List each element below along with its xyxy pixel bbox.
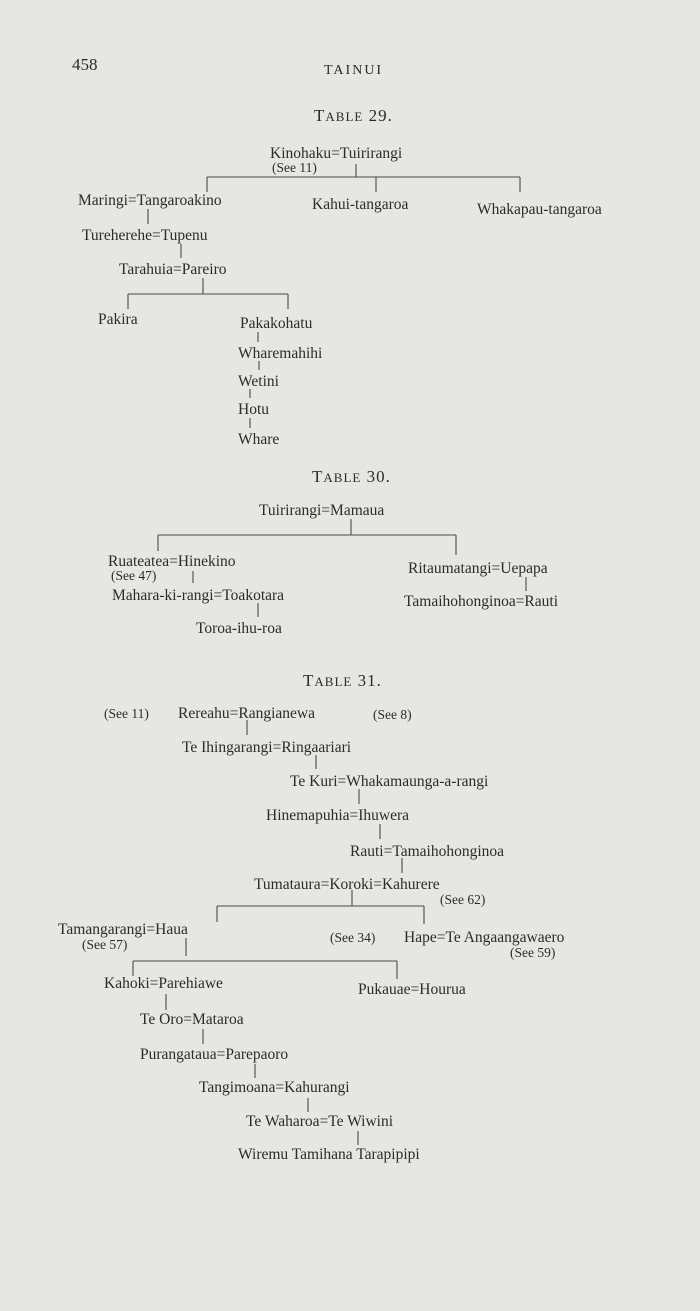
table-31-root-couple: Rereahu=Rangianewa <box>178 705 315 722</box>
table-31-gen-tumataura-note: (See 62) <box>440 892 486 907</box>
table-31-right-pre-note: (See 34) <box>330 930 376 945</box>
table-31-gen-tumataura: Tumataura=Koroki=Kahurere <box>254 876 440 893</box>
table-29-gen-hotu: Hotu <box>238 401 269 418</box>
table-31-title: TABLE 31. <box>303 671 382 690</box>
table-31-gen-kahoki: Kahoki=Parehiawe <box>104 975 223 992</box>
table-29-gen-pakira: Pakira <box>98 311 138 328</box>
table-31-gen-te-ihingarangi: Te Ihingarangi=Ringaariari <box>182 739 352 756</box>
running-title: TAINUI <box>324 63 384 78</box>
table-29-gen-tureherehe: Tureherehe=Tupenu <box>82 227 208 244</box>
table-30-left-couple: Ruateatea=Hinekino <box>108 553 236 570</box>
table-30-root-couple: Tuirirangi=Mamaua <box>259 502 385 519</box>
table-29-title: TABLE 29. <box>314 106 393 125</box>
table-31-gen-hinemapuhia: Hinemapuhia=Ihuwera <box>266 807 410 824</box>
table-31-left-couple: Tamangarangi=Haua <box>58 921 188 938</box>
table-30-right-child: Tamaihohonginoa=Rauti <box>404 593 559 610</box>
table-29-gen-wetini: Wetini <box>238 373 279 390</box>
table-29-gen-pakakohatu: Pakakohatu <box>240 315 313 332</box>
table-31-root-note-right: (See 8) <box>373 707 412 722</box>
table-31-right-couple: Hape=Te Angaangawaero <box>404 929 565 946</box>
table-31-gen-purangataua: Purangataua=Parepaoro <box>140 1046 289 1063</box>
table-30-left-child: Mahara-ki-rangi=Toakotara <box>112 587 285 604</box>
table-29-gen-whare: Whare <box>238 431 280 448</box>
table-29-root-couple: Kinohaku=Tuirirangi <box>270 145 403 162</box>
page-number: 458 <box>72 55 98 74</box>
table-31-gen-wiremu-tamihana: Wiremu Tamihana Tarapipipi <box>238 1146 420 1163</box>
table-30-left-note: (See 47) <box>111 568 157 583</box>
table-30-left-grandchild: Toroa-ihu-roa <box>196 620 282 637</box>
table-31-right-note: (See 59) <box>510 945 556 960</box>
table-29-child-kahui: Kahui-tangaroa <box>312 196 409 213</box>
table-29-gen-wharemahihi: Wharemahihi <box>238 345 323 362</box>
table-31-gen-tangimoana: Tangimoana=Kahurangi <box>199 1079 350 1096</box>
table-31-gen-te-waharoa: Te Waharoa=Te Wiwini <box>246 1113 394 1130</box>
table-29-child-whakapau: Whakapau-tangaroa <box>477 201 602 218</box>
table-29-root-note: (See 11) <box>272 160 317 175</box>
table-29-gen-tarahuia: Tarahuia=Pareiro <box>119 261 227 278</box>
table-31-gen-te-kuri: Te Kuri=Whakamaunga-a-rangi <box>290 773 489 790</box>
table-31-gen-pukauae: Pukauae=Hourua <box>358 981 466 998</box>
table-29-child-maringi: Maringi=Tangaroakino <box>78 192 222 209</box>
table-31-gen-te-oro: Te Oro=Mataroa <box>140 1011 244 1028</box>
table-31-left-note: (See 57) <box>82 937 128 952</box>
table-31-gen-rauti: Rauti=Tamaihohonginoa <box>350 843 505 860</box>
table-30-title: TABLE 30. <box>312 467 391 486</box>
table-30-right-couple: Ritaumatangi=Uepapa <box>408 560 548 577</box>
table-31-root-note-left: (See 11) <box>104 706 149 721</box>
